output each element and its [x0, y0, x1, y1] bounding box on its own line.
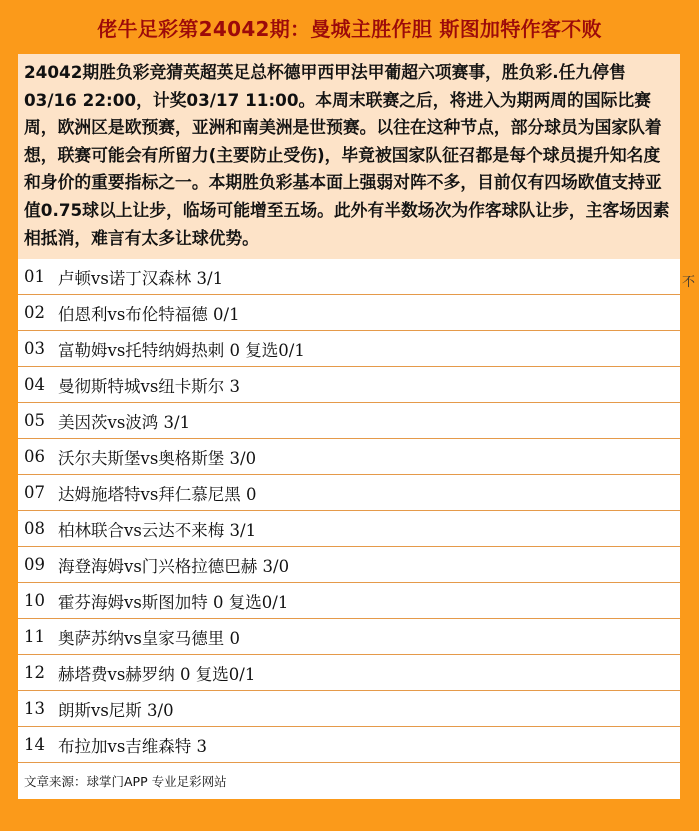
match-text: 富勒姆vs托特纳姆热刺 0 复选0/1	[58, 340, 305, 360]
match-number: 04	[24, 375, 45, 394]
match-text: 海登海姆vs门兴格拉德巴赫 3/0	[58, 556, 290, 576]
match-text: 朗斯vs尼斯 3/0	[58, 700, 174, 720]
match-number: 06	[24, 447, 45, 466]
match-row	[18, 583, 680, 619]
match-text: 赫塔费vs赫罗纳 0 复选0/1	[58, 664, 256, 684]
match-row	[18, 547, 680, 583]
match-row	[18, 511, 680, 547]
match-text: 沃尔夫斯堡vs奥格斯堡 3/0	[58, 448, 257, 468]
match-text: 伯恩利vs布伦特福德 0/1	[58, 304, 240, 324]
match-number: 13	[24, 699, 45, 718]
match-text: 卢顿vs诺丁汉森林 3/1	[58, 268, 224, 288]
match-number: 08	[24, 519, 45, 538]
match-row	[18, 367, 680, 403]
match-text: 霍芬海姆vs斯图加特 0 复选0/1	[58, 592, 289, 612]
match-row	[18, 475, 680, 511]
match-row	[18, 295, 680, 331]
match-row	[18, 439, 680, 475]
match-list	[18, 259, 680, 799]
match-text: 达姆施塔特vs拜仁慕尼黑 0	[58, 484, 257, 504]
side-overflow-char: 不	[682, 275, 696, 290]
match-number: 05	[24, 411, 45, 430]
intro-paragraph: 24042期胜负彩竞猜英超英足总杯德甲西甲法甲葡超六项赛事，胜负彩.任九停售03/16 22:00，计奖03/17 11:00。本周末联赛之后，将进入为期两周的国际比赛周，欧洲区是欧预赛，亚洲和南美洲是世预赛。以往在这种节点，部分球员为国家队着想，联赛可能会有所留力(主要防止受伤)，毕竟被国家队征召都是每个球员提升知名度和身价的重要指标之一。本期胜负彩基本面上强弱对阵不多，目前仅有四场欧值支持亚值0.75球以上让步，临场可能增至五场。此外有半数场次为作客球队让步，主客场因素相抵消，难言有太多让球优势。	[18, 54, 680, 259]
source-footer: 文章来源：球掌门APP 专业足彩网站	[24, 774, 227, 789]
match-row	[18, 331, 680, 367]
match-text: 美因茨vs波鸿 3/1	[58, 412, 191, 432]
match-row	[18, 655, 680, 691]
match-row	[18, 619, 680, 655]
match-row	[18, 691, 680, 727]
match-text: 柏林联合vs云达不来梅 3/1	[58, 520, 257, 540]
match-row	[18, 727, 680, 763]
match-text: 布拉加vs吉维森特 3	[58, 736, 208, 756]
match-number: 09	[24, 555, 45, 574]
match-row	[18, 403, 680, 439]
match-number: 11	[24, 627, 45, 646]
match-text: 曼彻斯特城vs纽卡斯尔 3	[58, 376, 241, 396]
match-text: 奥萨苏纳vs皇家马德里 0	[58, 628, 241, 648]
article-title: 佬牛足彩第24042期：曼城主胜作胆 斯图加特作客不败	[97, 16, 602, 41]
match-number: 10	[24, 591, 45, 610]
match-number: 02	[24, 303, 45, 322]
match-number: 14	[24, 735, 45, 754]
match-number: 07	[24, 483, 45, 502]
match-number: 01	[24, 267, 45, 286]
match-number: 03	[24, 339, 45, 358]
match-row	[18, 259, 680, 295]
match-number: 12	[24, 663, 45, 682]
